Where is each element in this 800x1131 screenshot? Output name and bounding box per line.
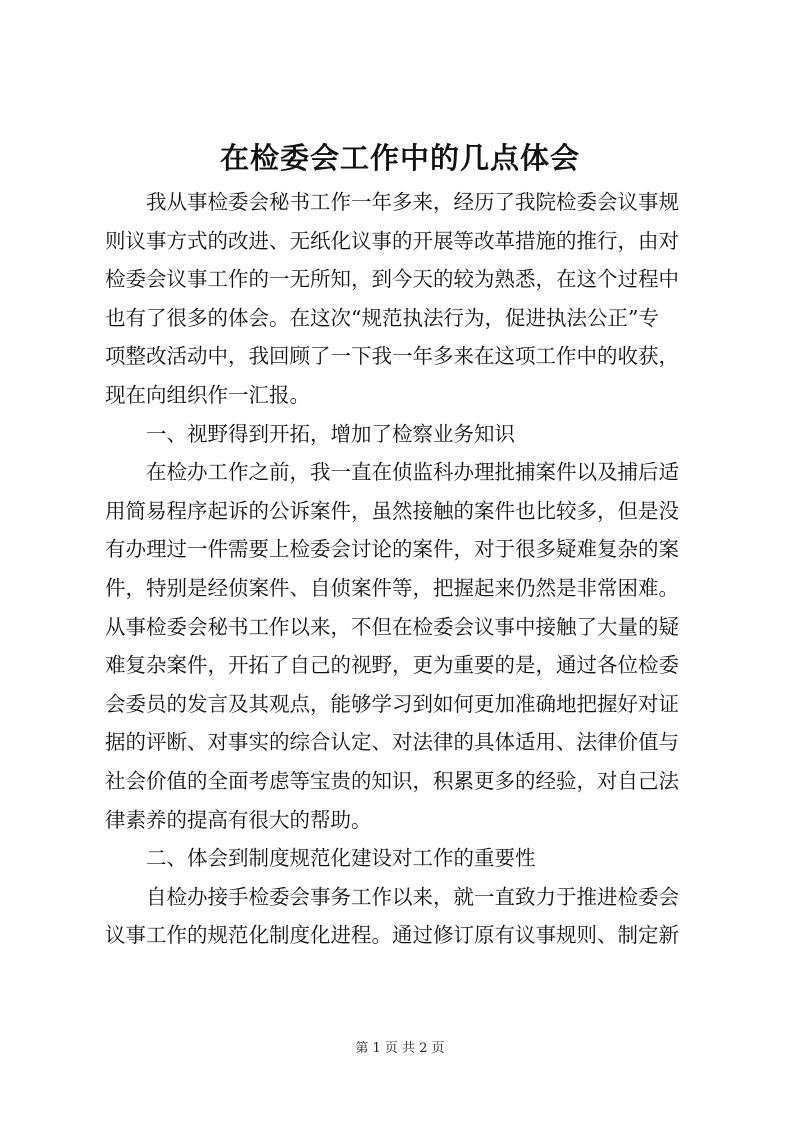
body-line: 项整改活动中，我回顾了一下我一年多来在这项工作中的收获， <box>105 344 679 369</box>
body-line: 也有了很多的体会。在这次“规范执法行为，促进执法公正”专 <box>105 305 659 330</box>
body-line: 据的评断、对事实的综合认定、对法律的具体适用、法律价值与 <box>105 730 679 755</box>
page-number-footer: 第 1 页 共 2 页 <box>355 1041 445 1056</box>
body-line: 难复杂案件，开拓了自己的视野，更为重要的是，通过各位检委 <box>105 653 679 678</box>
body-line: 用简易程序起诉的公诉案件，虽然接触的案件也比较多，但是没 <box>105 498 679 523</box>
body-line: 在检办工作之前，我一直在侦监科办理批捕案件以及捕后适 <box>105 460 679 485</box>
body-line: 检委会议事工作的一无所知，到今天的较为熟悉，在这个过程中 <box>105 267 679 292</box>
section-heading: 一、视野得到开拓，增加了检察业务知识 <box>105 421 515 446</box>
body-line: 会委员的发言及其观点，能够学习到如何更加准确地把握好对证 <box>105 691 679 716</box>
body-line: 有办理过一件需要上检委会讨论的案件，对于很多疑难复杂的案 <box>105 537 679 562</box>
body-line: 则议事方式的改进、无纸化议事的开展等改革措施的推行，由对 <box>105 228 679 253</box>
section-heading: 二、体会到制度规范化建设对工作的重要性 <box>105 846 536 871</box>
body-line: 从事检委会秘书工作以来，不但在检委会议事中接触了大量的疑 <box>105 614 679 639</box>
body-line: 议事工作的规范化制度化进程。通过修订原有议事规则、制定新 <box>105 923 679 948</box>
document-body <box>105 183 700 955</box>
document-title: 在检委会工作中的几点体会 <box>219 141 580 175</box>
body-line: 现在向组织作一汇报。 <box>105 382 310 407</box>
body-line: 我从事检委会秘书工作一年多来，经历了我院检委会议事规 <box>105 190 679 214</box>
body-line: 件，特别是经侦案件、自侦案件等，把握起来仍然是非常困难。 <box>105 575 679 600</box>
body-line: 社会价值的全面考虑等宝贵的知识，积累更多的经验，对自己法 <box>105 768 679 793</box>
body-line: 律素养的提高有很大的帮助。 <box>105 807 372 832</box>
body-line: 自检办接手检委会事务工作以来，就一直致力于推进检委会 <box>105 884 679 909</box>
